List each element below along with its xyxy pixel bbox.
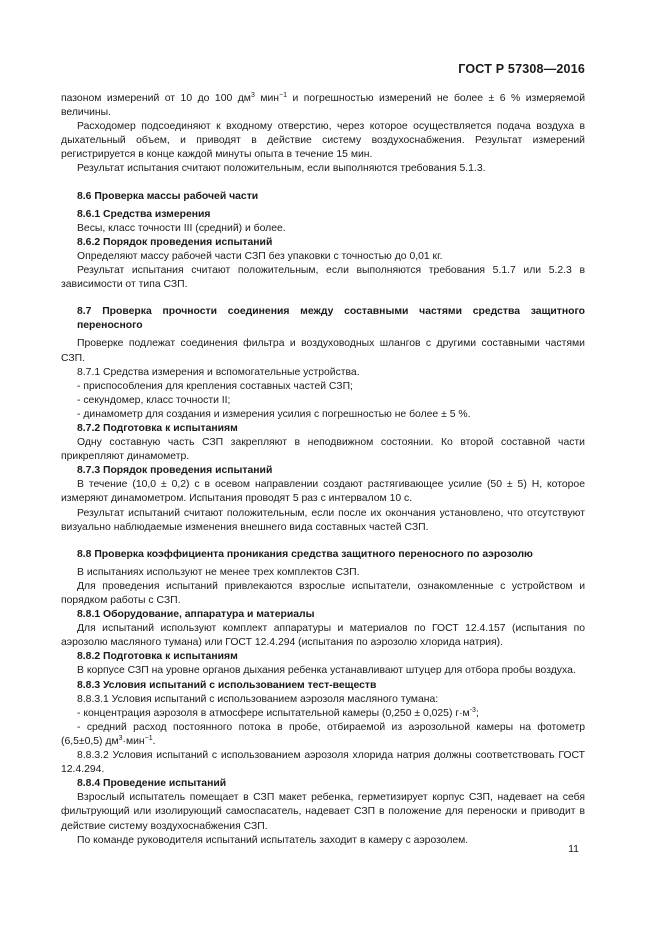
subsection-heading-8-6-2: 8.6.2 Порядок проведения испытаний <box>77 236 273 248</box>
document-header: ГОСТ Р 57308—2016 <box>458 62 585 76</box>
paragraph: Расходомер подсоединяют к входному отверстию, через которое осуществляется подача воздуха в дыхательный объем, и приводят в действие систему воздухоснабжения. Результат измерений регистрируется в конце каждой минуты опыта в течение 15 мин. <box>61 121 585 161</box>
paragraph: 8.7.1 Средства измерения и вспомогательные устройства. <box>77 366 360 378</box>
paragraph: Результат испытаний считают положительным, если после их окончания установлено, что отсутствуют визуально наблюдаемые изменения внешнего вида составных частей СЗП. <box>61 507 585 533</box>
list-item: - приспособления для крепления составных частей СЗП; <box>77 380 353 392</box>
paragraph: Результат испытания считают положительным, если выполняются требования 5.1.3. <box>77 163 486 175</box>
paragraph: В испытаниях используют не менее трех комплектов СЗП. <box>77 566 360 578</box>
subsection-heading-8-8-1: 8.8.1 Оборудование, аппаратура и материалы <box>77 609 315 621</box>
paragraph: По команде руководителя испытаний испытатель заходит в камеру с аэрозолем. <box>77 834 469 846</box>
page-number: 11 <box>568 843 579 855</box>
subsection-heading-8-8-4: 8.8.4 Проведение испытаний <box>77 778 227 790</box>
subsection-heading-8-8-3: 8.8.3 Условия испытаний с использованием тест-веществ <box>77 679 377 691</box>
page-body <box>61 92 585 848</box>
section-heading-8-8: 8.8 Проверка коэффициента проникания средства защитного переносного по аэрозолю <box>77 548 533 560</box>
paragraph: Проверке подлежат соединения фильтра и воздуховодных шлангов с другими составными частями СЗП. <box>61 338 585 364</box>
paragraph: 8.8.3.1 Условия испытаний с использованием аэрозоля масляного тумана: <box>77 693 439 705</box>
subsection-heading-8-6-1: 8.6.1 Средства измерения <box>77 208 211 220</box>
paragraph: Определяют массу рабочей части СЗП без упаковки с точностью до 0,01 кг. <box>77 250 443 262</box>
paragraph: 8.8.3.2 Условия испытаний с использованием аэрозоля хлорида натрия должны соответствовать ГОСТ 12.4.294. <box>61 750 585 776</box>
section-heading-8-6: 8.6 Проверка массы рабочей части <box>77 190 259 202</box>
paragraph: Весы, класс точности III (средний) и более. <box>77 222 286 234</box>
subsection-heading-8-8-2: 8.8.2 Подготовка к испытаниям <box>77 651 238 663</box>
paragraph: Для проведения испытаний привлекаются взрослые испытатели, ознакомленные с устройством и порядком работы с СЗП. <box>61 580 585 606</box>
subsection-heading-8-7-3: 8.7.3 Порядок проведения испытаний <box>77 465 273 477</box>
paragraph: Для испытаний используют комплект аппаратуры и материалов по ГОСТ 12.4.157 (испытания по аэрозолю масляного тумана) или ГОСТ 12.4.294 (испытания по аэрозолю хлорида натрия). <box>61 623 585 649</box>
subsection-heading-8-7-2: 8.7.2 Подготовка к испытаниям <box>77 422 238 434</box>
list-item: - секундомер, класс точности II; <box>77 394 231 406</box>
list-item: - концентрация аэрозоля в атмосфере испытательной камеры (0,250 ± 0,025) $г\cdot м^{-3}$; <box>77 706 479 719</box>
paragraph: Одну составную часть СЗП закрепляют в неподвижном состоянии. Ко второй составной части прикрепляют динамометр. <box>61 437 585 463</box>
section-heading-8-7: 8.7 Проверка прочности соединения между составными частями средства защитного переносного <box>77 306 585 332</box>
paragraph: Результат испытания считают положительным, если выполняются требования 5.1.7 или 5.2.3 в зависимости от типа СЗП. <box>61 265 585 291</box>
list-item: - средний расход постоянного потока в пробе, отбираемой из аэрозольной камеры на фотометр (6,5±0,5) $дм^3\cdot мин^{-1}$. <box>61 721 585 747</box>
list-item: - динамометр для создания и измерения усилия с погрешностью не более ± 5 %. <box>77 408 471 420</box>
paragraph: пазоном измерений от 10 до 100 $дм^3$ мин$^{-1}$ и погрешностью измерений не более ± 6 % измеряемой величины. <box>61 92 586 119</box>
paragraph: В течение (10,0 ± 0,2) с в осевом направлении создают растягивающее усилие (50 ± 5) Н, которое измеряют динамометром. Испытания проводят 5 раз с интервалом 10 с. <box>61 479 585 505</box>
paragraph: Взрослый испытатель помещает в СЗП макет ребенка, герметизирует корпус СЗП, надевает на себя фильтрующий или изолирующий самоспасатель, надевает СЗП в положение для переноски и приводит в действие систему воздухоснабжения СЗП. <box>61 792 585 832</box>
paragraph: В корпусе СЗП на уровне органов дыхания ребенка устанавливают штуцер для отбора пробы воздуха. <box>77 665 576 677</box>
